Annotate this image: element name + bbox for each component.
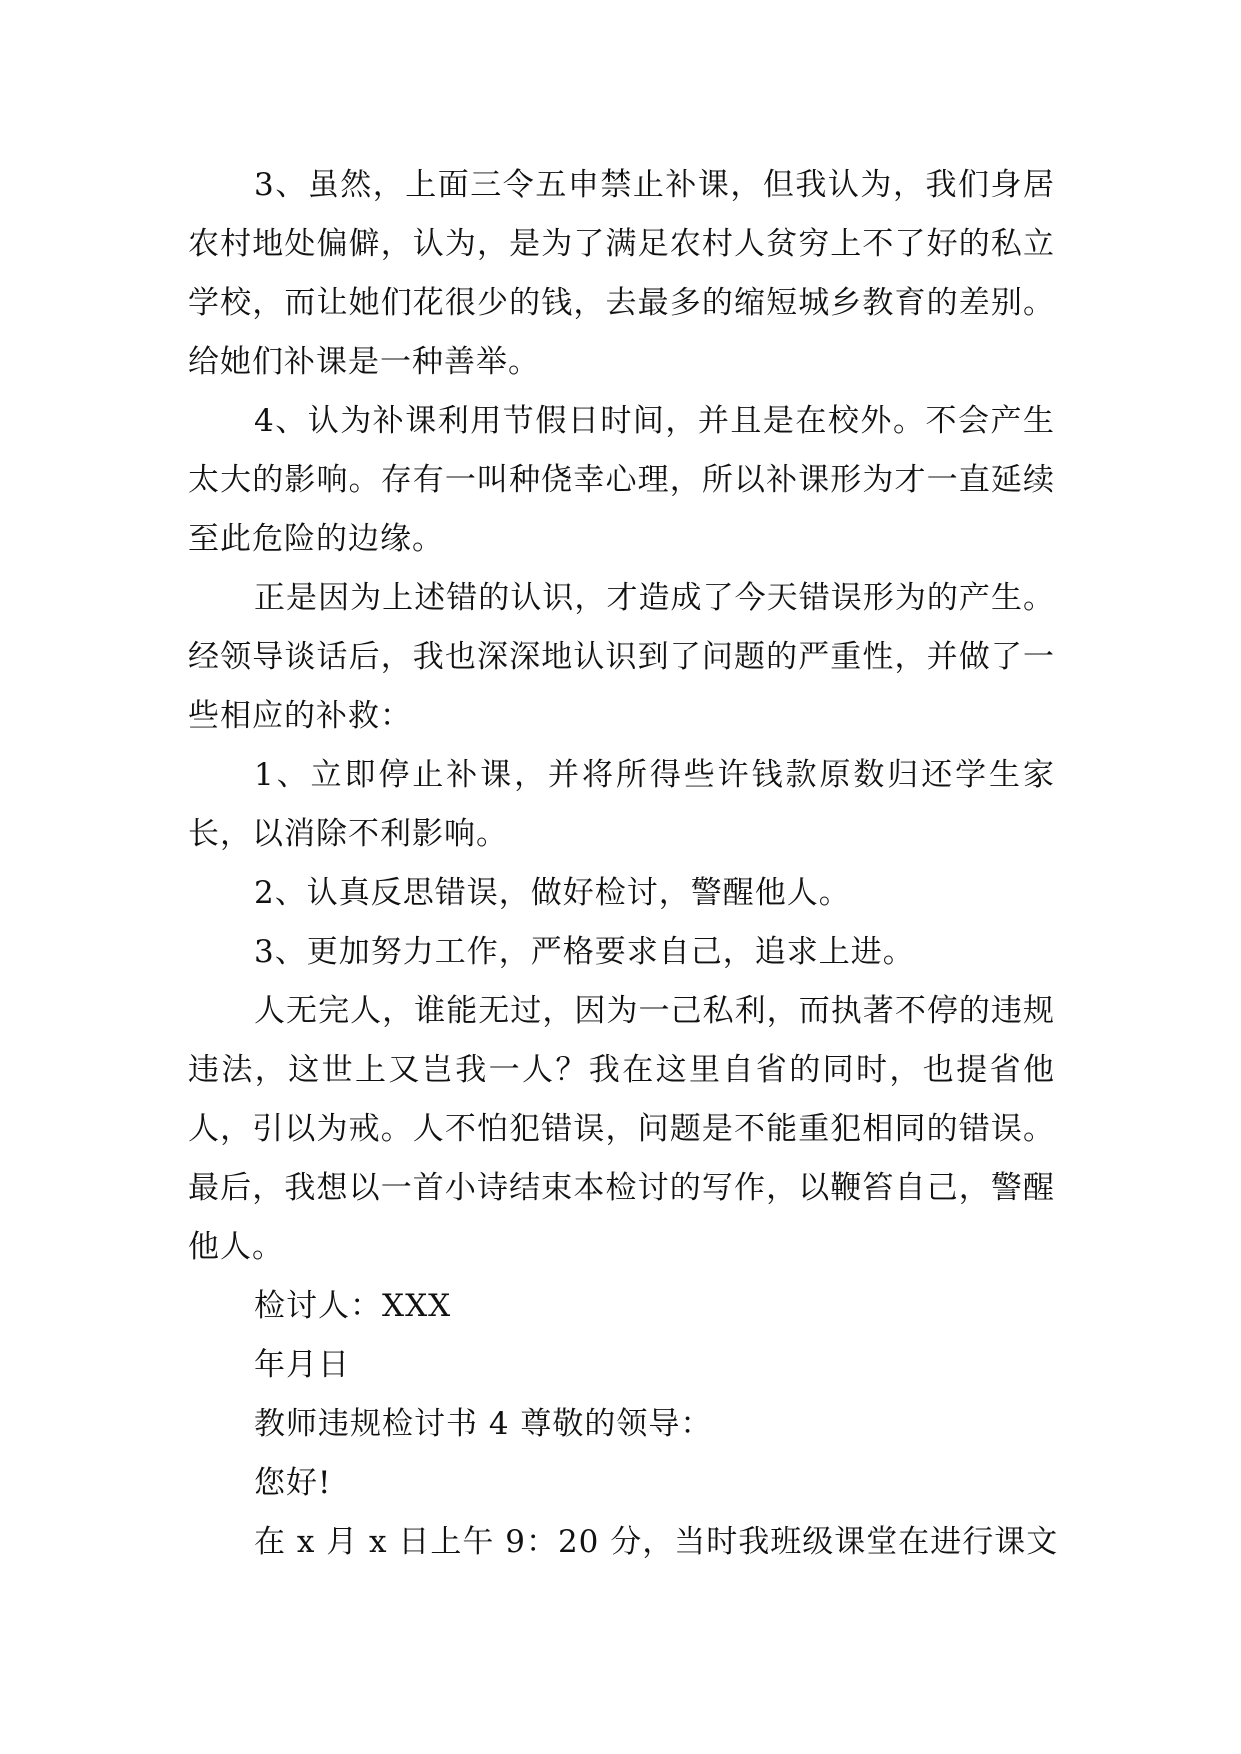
paragraph-remedy-intro: 正是因为上述错的认识，才造成了今天错误形为的产生。经领导谈话后，我也深深地认识到了问题的严重性，并做了一些相应的补救：	[188, 580, 1055, 734]
signature-line: 检讨人：XXX	[254, 1288, 452, 1324]
greeting-line: 您好!	[254, 1465, 332, 1501]
paragraph-remedy-1: 1、立即停止补课，并将所得些许钱款原数归还学生家长，以消除不利影响。	[188, 757, 1055, 852]
paragraph-reason-4: 4、认为补课利用节假日时间，并且是在校外。不会产生太大的影响。存有一叫种侥幸心理，所以补课形为才一直延续至此危险的边缘。	[188, 403, 1055, 557]
next-document-title: 教师违规检讨书 4 尊敬的领导：	[254, 1406, 713, 1442]
paragraph-conclusion: 人无完人，谁能无过，因为一己私利，而执著不停的违规违法，这世上又岂我一人？我在这里自省的同时，也提省他人，引以为戒。人不怕犯错误，问题是不能重犯相同的错误。最后，我想以一首小诗结束本检讨的写作，以鞭笞自己，警醒他人。	[188, 993, 1055, 1265]
document-body	[188, 156, 1059, 1572]
narrative-start-line: 在 x 月 x 日上午 9：20 分，当时我班级课堂在进行课文	[254, 1524, 1059, 1560]
date-line: 年月日	[254, 1347, 350, 1383]
paragraph-remedy-2: 2、认真反思错误，做好检讨，警醒他人。	[254, 875, 851, 911]
paragraph-remedy-3: 3、更加努力工作，严格要求自己，追求上进。	[254, 934, 915, 970]
paragraph-reason-3: 3、虽然，上面三令五申禁止补课，但我认为，我们身居农村地处偏僻，认为，是为了满足农村人贫穷上不了好的私立学校，而让她们花很少的钱，去最多的缩短城乡教育的差别。给她们补课是一种善举。	[188, 167, 1055, 380]
